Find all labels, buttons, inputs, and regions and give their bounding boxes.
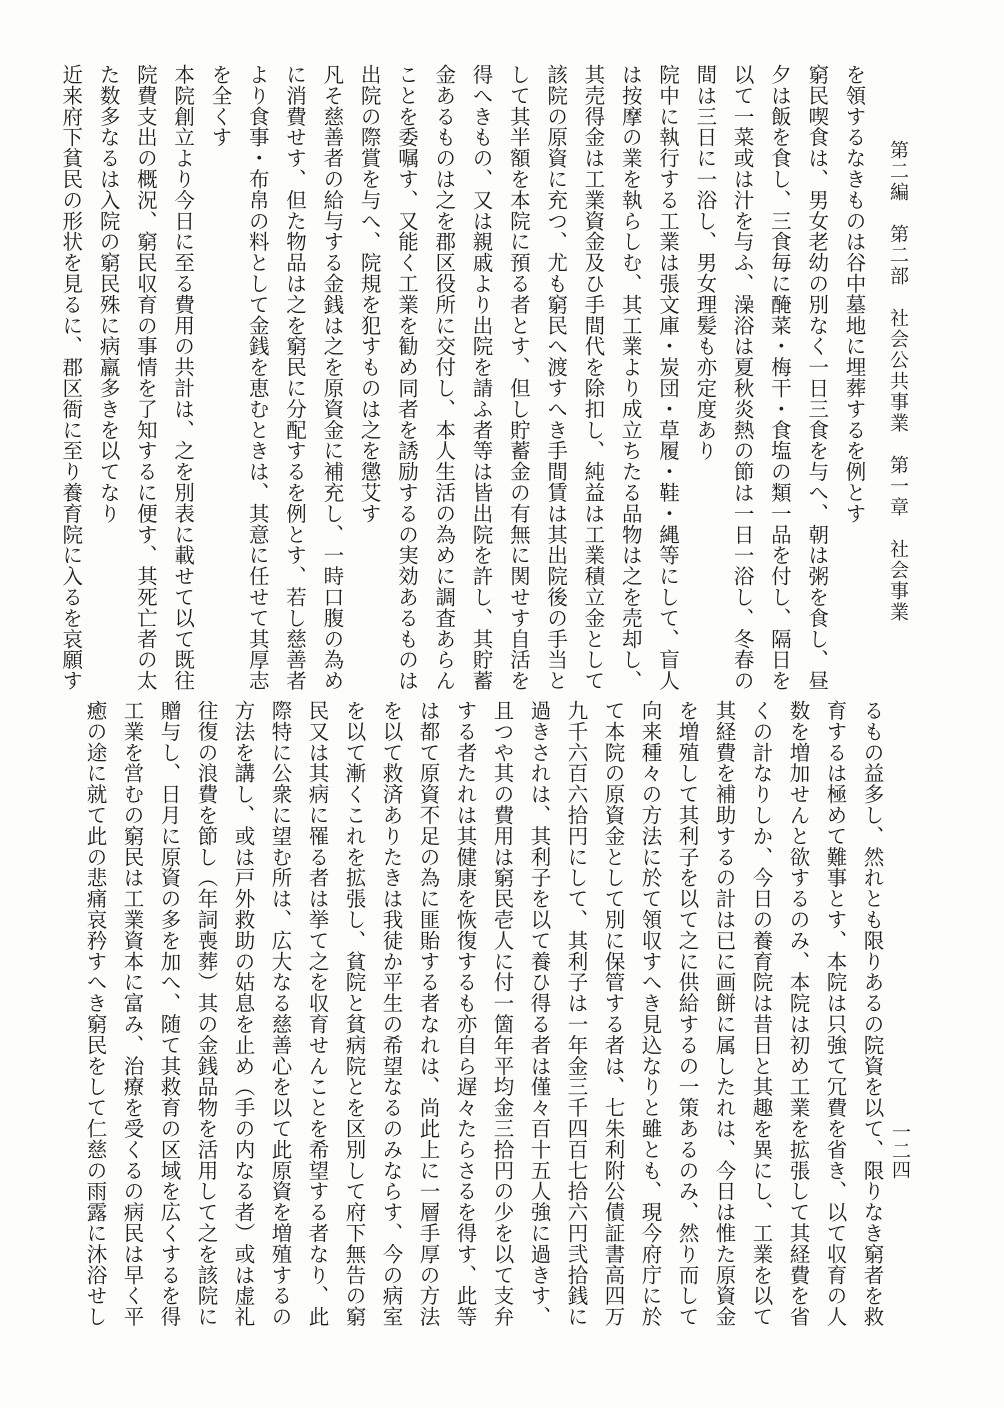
text-line: を領するなきものは谷中墓地に埋葬するを例とす	[842, 64, 866, 524]
running-head: 第二編 第二部 社会公共事業 第一章 社会事業	[887, 140, 909, 623]
text-line: する者たれは其健康を恢復するも亦自ら遅々たらさるを得す、此等	[453, 700, 477, 1327]
text-line: 贈与し、日月に原資の多を加へ、随て其救育の区域を広くするを得	[157, 700, 181, 1327]
text-line: 往復の浪費を節し（年詞喪葬）其の金銭品物を活用して之を該院に	[194, 700, 218, 1327]
upper-text-block	[58, 64, 872, 691]
text-line: 工業を営むの窮民は工業資本に富み、治療を受くるの病民は早く平	[120, 700, 144, 1327]
text-line: 方法を講し、或は戸外救助の姑息を止め（手の内なる者）或は虚礼	[231, 700, 255, 1327]
text-line: は按摩の業を執らしむ、其工業より成立ちたる品物は之を売却し、	[618, 64, 643, 691]
text-line: 夕は飯を食し、三食毎に醃菜・梅干・食塩の類一品を付し、隔日を	[767, 64, 792, 691]
text-line: 院費支出の概況、窮民収育の事情を了知するに便す、其死亡者の太	[133, 64, 158, 691]
text-line: くの計なりしか、今日の養育院は昔日と其趣を異にし、工業を以て	[749, 700, 773, 1327]
page-number: 一二四	[889, 1122, 911, 1179]
text-line: 際特に公衆に望む所は、広大なる慈善心を以て此原資を増殖するの	[268, 700, 292, 1327]
text-line: して其半額を本院に預る者とす、但し貯蓄金の有無に関せす自活を	[506, 64, 531, 691]
text-line: 数を増加せんと欲するのみ、本院は初め工業を拡張して其経費を省	[786, 700, 810, 1327]
text-line: 以て一菜或は汁を与ふ、澡浴は夏秋炎熱の節は一日一浴し、冬春の	[730, 64, 755, 691]
text-line: 凡そ慈善者の給与する金銭は之を原資金に補充し、一時口腹の為め	[319, 64, 344, 691]
text-line: 且つや其の費用は窮民壱人に付一箇年平均金三拾円の少を以て支弁	[490, 700, 514, 1327]
text-line: 出院の際賞を与へ、院規を犯すものは之を懲艾す	[357, 64, 382, 524]
text-line: を全くす	[207, 64, 232, 148]
text-line: 九千六百六拾円にして、其利子は一年金三千四百七拾六円弐拾銭に	[564, 700, 588, 1327]
text-line: を以て漸くこれを拡張し、貧院と貧病院とを区別して府下無告の窮	[342, 700, 366, 1327]
text-line: 其経費を補助するの計は已に画餅に属したれは、今日は惟た原資金	[712, 700, 736, 1327]
text-line: 育するは極めて難事とす、本院は只強て冗費を省き、以て収育の人	[823, 700, 847, 1327]
text-line: 近来府下貧民の形状を見るに、郡区衙に至り養育院に入るを哀願す	[58, 64, 83, 691]
text-line: 金あるものは之を郡区役所に交付し、本人生活の為めに調査あらん	[431, 64, 456, 691]
text-line: 過きされは、其利子を以て養ひ得る者は僅々百十五人強に過きす、	[527, 700, 551, 1327]
text-line: 本院創立より今日に至る費用の共計は、之を別表に載せて以て既往	[170, 64, 195, 691]
text-line: 該院の原資に充つ、尤も窮民へ渡すへき手間賃は其出院後の手当と	[543, 64, 568, 691]
text-line: より食事・布帛の料として金銭を恵むときは、其意に任せて其厚志	[245, 64, 270, 691]
text-line: 其売得金は工業資金及ひ手間代を除扣し、純益は工業積立金として	[580, 64, 605, 691]
text-line: を以て救済ありたきは我徒か平生の希望なるのみならす、今の病室	[379, 700, 403, 1327]
text-line: 癒の途に就て此の悲痛哀矜すへき窮民をして仁慈の雨露に沐浴せし	[83, 700, 107, 1327]
text-line: は都て原資不足の為に匪貽する者なれは、尚此上に一層手厚の方法	[416, 700, 440, 1327]
text-line: 向来種々の方法に於て領収すへき見込なりと雖とも、現今府庁に於	[638, 700, 662, 1327]
text-line: て本院の原資金として別に保管する者は、七朱利附公債証書高四万	[601, 700, 625, 1327]
text-line: 窮民喫食は、男女老幼の別なく一日三食を与へ、朝は粥を食し、昼	[804, 64, 829, 691]
text-line: を増殖して其利子を以て之に供給するの一策あるのみ、然り而して	[675, 700, 699, 1327]
lower-text-block	[78, 700, 890, 1330]
text-line: ことを委嘱す、又能く工業を勧め同者を誘励するの実効あるものは	[394, 64, 419, 691]
text-line: た数多なるは入院の窮民殊に病羸多きを以てなり	[96, 64, 121, 524]
text-line: るもの益多し、然れとも限りあるの院資を以て、限りなき窮者を救	[860, 700, 884, 1327]
text-line: 民又は其病に罹る者は挙て之を収育せんことを希望する者なり、此	[305, 700, 329, 1327]
text-line: 間は三日に一浴し、男女理髪も亦定度あり	[692, 64, 717, 462]
text-line: 院中に執行する工業は張文庫・炭団・草履・鞋・縄等にして、盲人	[655, 64, 680, 691]
text-line: に消費せす、但た物品は之を窮民に分配するを例とす、若し慈善者	[282, 64, 307, 691]
text-line: 得へきもの、又は親戚より出院を請ふ者等は皆出院を許し、其貯蓄	[469, 64, 494, 691]
